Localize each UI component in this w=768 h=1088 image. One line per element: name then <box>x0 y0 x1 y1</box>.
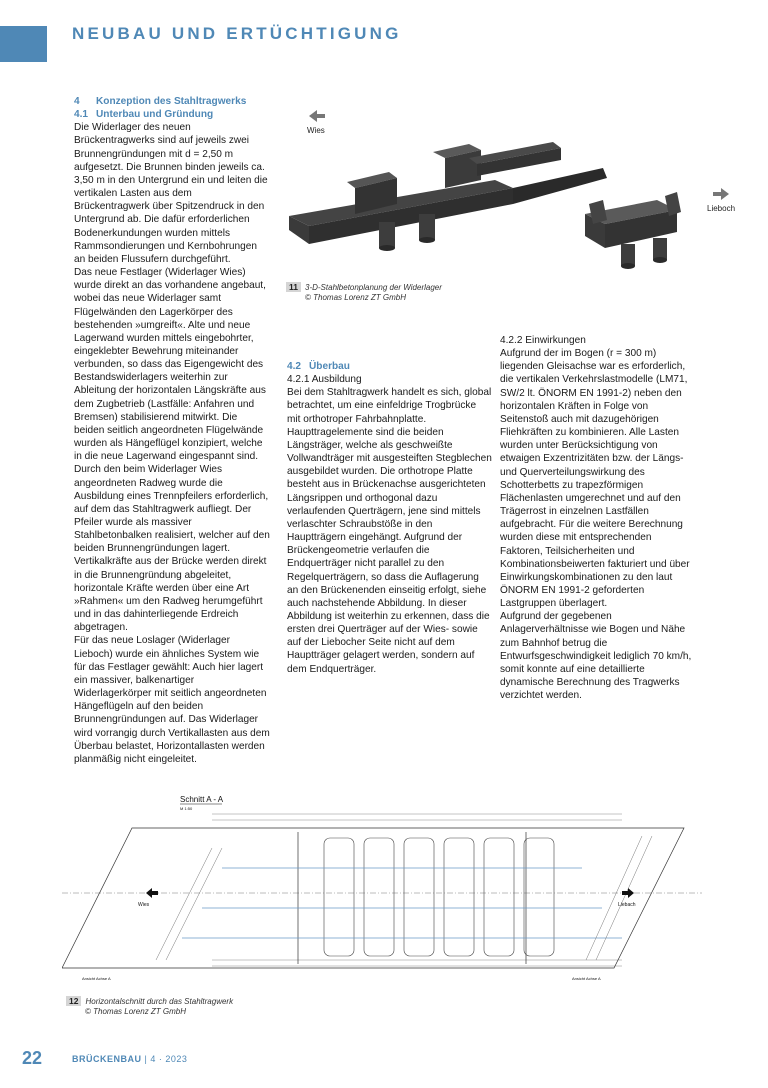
heading-4-2-number: 4.2 <box>287 361 302 372</box>
paragraph-5: Bei dem Stahltragwerk handelt es sich, global betrachtet, um eine einfeldrige Trogbrücke mit orthotroper Fahrbahnplatte. Haupttragelemente sind die beiden Längsträger, welche als geschweißte Vollwandträger mit ausgesteiften Stegblechen ausgebildet wurden. Die orthotrope Platte besteht aus in Brückenachse ausgerichteten Längsrippen und orthogonal dazu verlaufenden Querträgern, jene sind mittels verlaschter Schraubstöße in den Hauptträgern eingehängt. Aufgrund der Brückengeometrie verlaufen die Endquerträger nicht parallel zu den Regelquerträgern, so dass die Auflagerung an den Brückenenden einseitig erfolgt, siehe auch nachstehende Abbildung. In dieser Abbildung ist weiterhin zu erkennen, dass die ersten drei Querträger auf der Wies- sowie auf der Liebocher Seite nicht auf dem Hauptträger gelagert werden, sondern auf dem Endquerträger. <box>287 387 492 675</box>
footer-magazine <box>72 1054 187 1064</box>
figure-11-render <box>285 108 745 280</box>
paragraph-6: Aufgrund der im Bogen (r = 300 m) liegenden Gleisachse war es erforderlich, die vertikalen Verkehrslastmodelle (LM71, SW/2 lt. ÖNORM EN 1991-2) neben den horizontalen Kräften in Folge von Seitenstoß auch mit dazugehörigen Fliehkräften zu kombinieren. Alle Lasten wurden unter Berücksichtigung von etwaigen Exzentrizitäten bzw. der Längs- und Querverteilungswirkung des Schotterbetts zu trapezförmigen Flächenlasten umgerechnet und auf den Trägerrost in einzelnen Lastfällen aufgebracht. Für die weitere Berechnung wurden diese mit entsprechenden Faktoren, Teilsicherheiten und Kombinationsbeiwerten fakturiert und über Einwirkungskombinationen zu den laut ÖNORM EN 1991-2 geforderten Lastgruppen überlagert. <box>500 348 690 610</box>
column-2 <box>287 347 492 676</box>
figure-11-copyright: © Thomas Lorenz ZT GmbH <box>305 293 407 302</box>
figure-12-drawing-title: Schnitt A - A <box>180 795 224 804</box>
heading-4-1-number: 4.1 <box>74 109 89 121</box>
figure-12-label-liebach: Liebach <box>618 902 636 908</box>
heading-4-2-text: Überbau <box>309 361 350 372</box>
figure-12-caption <box>66 996 326 1017</box>
heading-4-2-1: 4.2.1 Ausbildung <box>287 374 362 386</box>
figure-12-view-left: Ansicht Achse A <box>82 976 111 981</box>
figure-11-label-wies: Wies <box>307 126 325 135</box>
paragraph-4: Für das neue Loslager (Widerlager Lieboch) wurde ein ähnliches System wie für das Festlager gewählt: Auch hier lagert ein massiver, balkenartiger Widerlagerkörper mit seitlich angeordneten Hängeflügeln auf den beiden Brunnengründungen auf. Das Widerlager wird vorrangig durch Vertikallasten aus dem Überbau belastet, Horizontallasten werden planmäßig nicht eingeleitet. <box>74 635 270 765</box>
abutment-wies <box>289 142 607 251</box>
magazine-name: BRÜCKENBAU <box>72 1054 142 1064</box>
heading-4-number: 4 <box>74 96 80 107</box>
arrow-left-icon <box>146 888 158 898</box>
column-1 <box>74 95 270 766</box>
paragraph-7: Aufgrund der gegebenen Anlagerverhältnisse wie Bogen und Nähe zum Bahnhof betrug die Entwurfsgeschwindigkeit lediglich 70 km/h, somit konnte auf eine detaillierte dynamische Berechnung des Tragwerks verzichtet werden. <box>500 611 692 702</box>
figure-12-label-wies: Wies <box>138 902 150 908</box>
magazine-issue: | 4 · 2023 <box>144 1054 188 1064</box>
heading-4-2 <box>287 360 492 373</box>
abutment-lieboch <box>585 192 681 269</box>
page-number: 22 <box>22 1048 43 1068</box>
figure-12-copyright: © Thomas Lorenz ZT GmbH <box>85 1007 187 1016</box>
paragraph-3: Durch den beim Widerlager Wies angeordneten Radweg wurde die Ausbildung eines Trennpfeilers erforderlich, auf dem das Stahltragwerk aufliegt. Der Pfeiler wurde als massiver Stahlbetonbalken realisiert, welcher auf den beiden Brunnengründungen lagert. Vertikalkräfte aus der Brücke werden direkt in die Brunnengründung abgeleitet, horizontale Kräfte werden über eine Art »Rahmen« um den Radweg herumgeführt und in das dahinterliegende Erdreich abgetragen. <box>74 464 270 634</box>
figure-11-caption <box>286 282 506 303</box>
heading-4 <box>74 95 270 108</box>
paragraph-1: Die Widerlager des neuen Brückentragwerks sind auf jeweils zwei Brunnengründungen mit d = 2,50 m aufgesetzt. Die Brunnen binden jeweils ca. 3,50 m in den Untergrund ein und leiten die vertikalen Lasten aus dem Brückentragwerk über Spitzendruck in den Untergrund ab. Die dafür erforderlichen Bodenerkundungen wurden mittels Rammsondierungen und Kernbohrungen an beiden Flussufern durchgeführt. <box>74 122 268 265</box>
arrow-left-icon <box>309 110 325 122</box>
heading-4-text: Konzeption des Stahltragwerks <box>96 96 247 107</box>
arrow-right-icon <box>713 188 729 200</box>
figure-11-label-lieboch: Lieboch <box>707 204 736 213</box>
heading-4-1 <box>74 108 270 121</box>
dimension-lines <box>212 814 622 966</box>
bridge-deck-outline <box>62 828 684 968</box>
figure-12-caption-title: Horizontalschnitt durch das Stahltragwerk <box>85 997 234 1006</box>
column-2-spacer <box>287 347 492 360</box>
figure-11-caption-title: 3-D-Stahlbetonplanung der Widerlager <box>305 283 442 292</box>
figure-12-number: 12 <box>66 996 81 1006</box>
heading-4-1-text: Unterbau und Gründung <box>96 109 214 121</box>
figure-12-drawing-scale: M 1:50 <box>180 806 193 811</box>
longitudinal-ribs <box>182 868 622 938</box>
section-title: NEUBAU UND ERTÜCHTIGUNG <box>72 24 402 43</box>
paragraph-2: Das neue Festlager (Widerlager Wies) wurde direkt an das vorhandene angebaut, wobei das neue Widerlager samt Flügelwänden den Lagerkörper des bestehenden »umgreift«. Alte und neue Lagerwand wurden mittels eingebohrter, eingeklebter Bewehrung miteinander verbunden, so dass das Eigengewicht des Bestandswiderlagers weiterhin zur Ableitung der horizontalen Längskräfte aus dem Zugbetrieb (Lastfälle: Anfahren und Bremsen) stabilisierend mitwirkt. Die beiden seitlich angeordneten Flügelwände wurden als Hängeflügel konzipiert, welche in die neue Lagerwand eingespannt sind. <box>74 267 266 463</box>
figure-11-number: 11 <box>286 282 301 292</box>
figure-12-drawing <box>62 788 702 988</box>
header-color-block <box>0 26 47 62</box>
arrow-right-icon <box>622 888 634 898</box>
column-3 <box>500 334 696 702</box>
figure-12-view-right: Ansicht Achse A <box>572 976 601 981</box>
heading-4-2-2: 4.2.2 Einwirkungen <box>500 335 586 346</box>
